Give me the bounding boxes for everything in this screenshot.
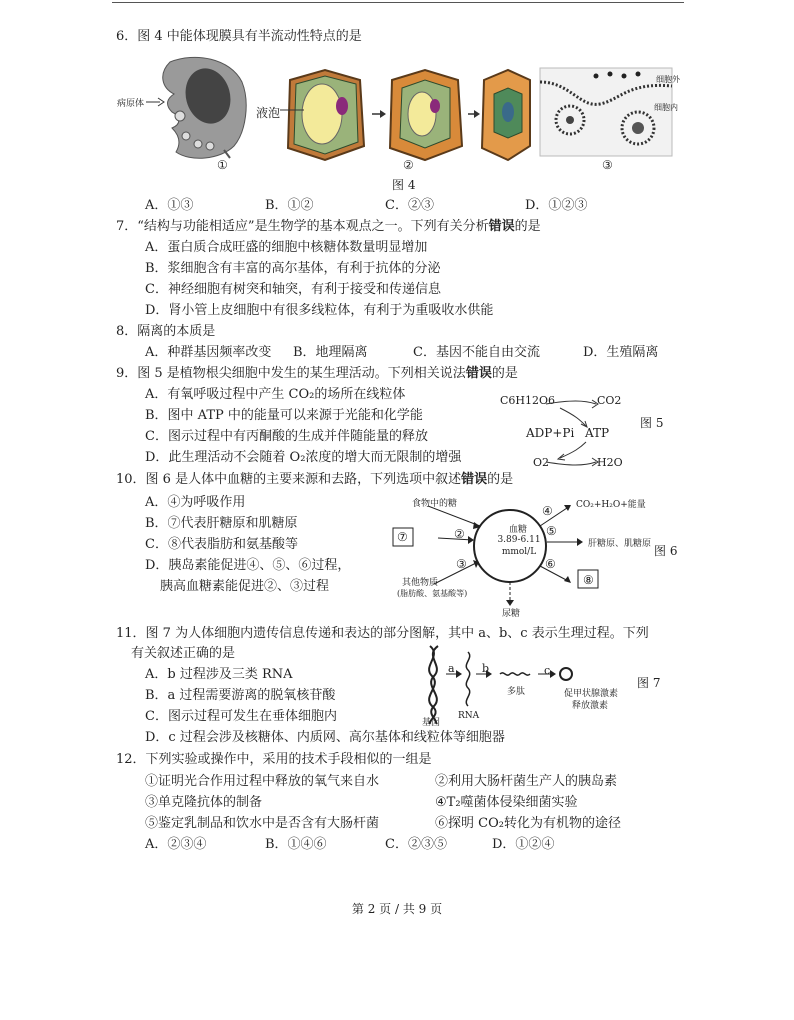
- q10-option-a[interactable]: A．④为呼吸作用: [145, 495, 246, 510]
- fig6-num-5: ⑤: [546, 524, 557, 538]
- q9-option-a[interactable]: A．有氧呼吸过程中产生 CO₂的场所在线粒体: [145, 387, 406, 402]
- fig5-arrows: [540, 398, 610, 468]
- q10-option-b[interactable]: B．⑦代表肝糖原和肌糖原: [145, 516, 298, 531]
- q11-stem-line-2: 有关叙述正确的是: [131, 646, 236, 661]
- fig5-glucose-label: C6H12O6: [500, 394, 556, 407]
- page-footer: 第 2 页 / 共 9 页: [351, 902, 443, 916]
- fig6-center-label-1: 血糖: [508, 525, 527, 535]
- fig6-num-2: ②: [454, 527, 465, 541]
- fig6-num-6: ⑥: [545, 557, 556, 571]
- fig5-atp-label: ATP: [585, 426, 610, 440]
- q8-option-b[interactable]: B．地理隔离: [293, 345, 368, 360]
- fig4-vacuole-label: 液泡: [256, 106, 281, 120]
- q7-stem-emphasis: 错误: [488, 219, 515, 234]
- fig6-out-label-1: CO₂+H₂O+能量: [576, 500, 646, 510]
- q10-option-d[interactable]: D．胰岛素能促进④、⑤、⑥过程，: [145, 558, 351, 573]
- q12-option-c[interactable]: C．②③⑤: [385, 837, 447, 852]
- q9-option-c[interactable]: C．图示过程中有丙酮酸的生成并伴随能量的释放: [145, 429, 428, 444]
- fig7-c-label: c: [544, 664, 551, 677]
- q11-option-d[interactable]: D．c 过程会涉及核糖体、内质网、高尔基体和线粒体等细胞器: [145, 730, 505, 745]
- q12-stem: 12．下列实验或操作中，采用的技术手段相似的一组是: [116, 752, 432, 767]
- fig5-adp-label: ADP+Pi: [526, 426, 575, 440]
- q6-option-a[interactable]: A．①③: [145, 198, 194, 213]
- q10-stem: 10．图 6 是人体中血糖的主要来源和去路，下列选项中叙述错误的是: [116, 472, 514, 487]
- q12-item-6: ⑥探明 CO₂转化为有机物的途径: [435, 816, 621, 831]
- fig7-caption: 图 7: [637, 676, 661, 690]
- q11-option-c[interactable]: C．图示过程可发生在垂体细胞内: [145, 709, 337, 724]
- q7-option-d[interactable]: D．肾小管上皮细胞中有很多线粒体，有利于为重吸收水供能: [145, 303, 494, 318]
- q6-stem: 6．图 4 中能体现膜具有半流动性特点的是: [116, 29, 362, 44]
- q11-option-b[interactable]: B．a 过程需要游离的脱氧核苷酸: [145, 688, 336, 703]
- q7-option-b[interactable]: B．浆细胞含有丰富的高尔基体，有利于抗体的分泌: [145, 261, 441, 276]
- fig6-urine-label: 尿糖: [502, 609, 521, 619]
- q9-stem: 9．图 5 是植物根尖细胞中发生的某生理活动。下列相关说法错误的是: [116, 366, 518, 381]
- fig6-food-label: 食物中的糖: [412, 499, 458, 509]
- fig6-center-label-2: 3.89-6.11: [497, 535, 541, 545]
- q11-stem-line-1: 11．图 7 为人体细胞内遗传信息传递和表达的部分图解，其中 a、b、c 表示生理过程。下列: [116, 626, 649, 641]
- fig5-caption: 图 5: [640, 416, 664, 430]
- fig5-co2-label: CO2: [597, 394, 622, 407]
- q9-option-b[interactable]: B．图中 ATP 中的能量可以来源于光能和化学能: [145, 408, 423, 423]
- q12-item-1: ①证明光合作用过程中释放的氧气来自水: [145, 774, 380, 789]
- fig6-center-label-3: mmol/L: [501, 547, 537, 557]
- fig5-h2o-label: H2O: [597, 456, 623, 469]
- fig4-label-2: ②: [403, 158, 414, 172]
- q8-option-a[interactable]: A．种群基因频率改变: [145, 345, 272, 360]
- fig7-rna-label: RNA: [458, 711, 480, 721]
- fig7-a-label: a: [448, 662, 455, 675]
- q12-option-b[interactable]: B．①④⑥: [265, 837, 327, 852]
- q8-stem: 8．隔离的本质是: [116, 324, 216, 339]
- q7-option-c[interactable]: C．神经细胞有树突和轴突，有利于接受和传递信息: [145, 282, 441, 297]
- fig6-num-3: ③: [456, 557, 467, 571]
- q12-item-4: ④T₂噬菌体侵染细菌实验: [435, 795, 578, 810]
- fig6-out-label-2: 肝糖原、肌糖原: [588, 539, 652, 549]
- q7-stem: 7．“结构与功能相适应”是生物学的基本观点之一。下列有关分析错误的是: [116, 219, 541, 234]
- q12-option-d[interactable]: D．①②④: [492, 837, 555, 852]
- q10-option-c[interactable]: C．⑧代表脂肪和氨基酸等: [145, 537, 298, 552]
- q11-option-a[interactable]: A．b 过程涉及三类 RNA: [145, 667, 293, 682]
- fig4-label-1: ①: [217, 158, 228, 172]
- fig4-outside-label: 细胞外: [656, 75, 680, 84]
- q8-option-c[interactable]: C．基因不能自由交流: [413, 345, 540, 360]
- q12-item-5: ⑤鉴定乳制品和饮水中是否含有大肠杆菌: [145, 816, 380, 831]
- fig6-num-8: ⑧: [583, 573, 594, 587]
- q7-option-a[interactable]: A．蛋白质合成旺盛的细胞中核糖体数量明显增加: [145, 240, 428, 255]
- fig7-peptide-label: 多肽: [507, 687, 526, 697]
- q10-option-d-continued: 胰高血糖素能促进②、③过程: [160, 579, 330, 594]
- q6-option-c[interactable]: C．②③: [385, 198, 434, 213]
- fig7-b-label: b: [482, 662, 490, 675]
- fig4-inside-label: 细胞内: [654, 103, 678, 112]
- fig4-pathogen-pointer: [146, 96, 166, 110]
- fig4-label-3: ③: [602, 158, 613, 172]
- fig4-plasmolysis-illustration: [280, 66, 530, 162]
- q6-option-b[interactable]: B．①②: [265, 198, 314, 213]
- fig6-num-4: ④: [542, 504, 553, 518]
- fig6-other-label-1: 其他物质: [402, 578, 439, 588]
- q9-stem-emphasis: 错误: [465, 366, 492, 381]
- header-rule: [112, 2, 684, 3]
- fig7-gene-label: 基因: [422, 718, 441, 728]
- fig4-caption: 图 4: [392, 178, 416, 192]
- fig5-o2-label: O2: [533, 456, 550, 469]
- q12-option-a[interactable]: A．②③④: [145, 837, 207, 852]
- q9-option-d[interactable]: D．此生理活动不会随着 O₂浓度的增大而无限制的增强: [145, 450, 462, 465]
- q12-item-3: ③单克隆抗体的制备: [145, 795, 263, 810]
- q10-stem-emphasis: 错误: [461, 472, 488, 487]
- q12-item-2: ②利用大肠杆菌生产人的胰岛素: [435, 774, 618, 789]
- fig4-pathogen-label: 病原体: [117, 99, 145, 109]
- fig6-caption: 图 6: [654, 544, 678, 558]
- fig7-hormone-label-2: 释放激素: [572, 701, 609, 711]
- fig6-other-label-2: (脂肪酸、氨基酸等): [397, 589, 468, 598]
- fig7-hormone-label-1: 促甲状腺激素: [564, 689, 619, 699]
- fig6-num-7: ⑦: [397, 530, 408, 544]
- q8-option-d[interactable]: D．生殖隔离: [583, 345, 659, 360]
- q6-option-d[interactable]: D．①②③: [525, 198, 588, 213]
- fig4-endocytosis-illustration: [540, 68, 672, 156]
